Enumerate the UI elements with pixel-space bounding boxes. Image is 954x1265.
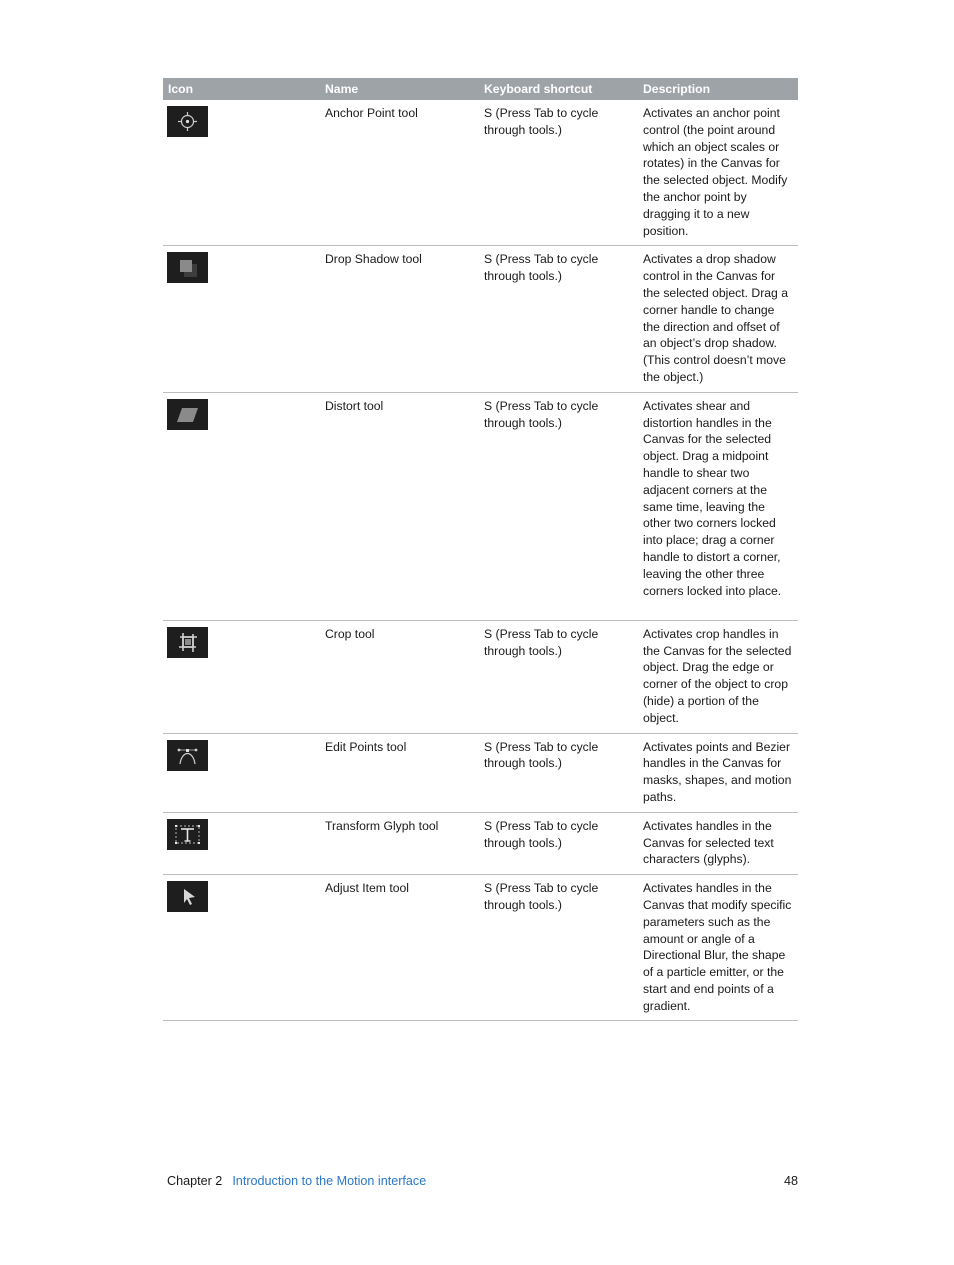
tool-description: Activates crop handles in the Canvas for the selected object. Drag the edge or corner of the object to crop (hide) a portion of the object.	[643, 626, 792, 725]
transform-glyph-icon	[167, 819, 208, 850]
tool-name: Anchor Point tool	[325, 106, 418, 120]
table-row	[163, 392, 798, 620]
chapter-label: Chapter 2	[167, 1174, 223, 1188]
adjust-item-icon	[167, 881, 208, 912]
anchor-point-icon	[167, 106, 208, 137]
tool-description: Activates handles in the Canvas for selected text characters (glyphs).	[643, 818, 774, 867]
tool-description: Activates an anchor point control (the point around which an object scales or rotates) in the Canvas for the selected object. Modify the anchor point by dragging it to a new position.	[643, 106, 788, 238]
table-row	[163, 875, 798, 1021]
table-header-row	[163, 78, 798, 100]
header-shortcut: Keyboard shortcut	[480, 78, 639, 100]
table-row	[163, 620, 798, 733]
tool-name: Adjust Item tool	[325, 881, 409, 896]
header-icon: Icon	[163, 78, 321, 100]
table-row	[163, 733, 798, 812]
tool-shortcut: S (Press Tab to cycle through tools.)	[484, 739, 599, 771]
tool-shortcut: S (Press Tab to cycle through tools.)	[484, 818, 599, 850]
tool-name: Distort tool	[325, 398, 384, 413]
tool-description: Activates a drop shadow control in the Canvas for the selected object. Drag a corner handle to change the direction and offset of an object’s drop shadow. (This control doesn’t move the object.)	[643, 252, 788, 384]
tool-shortcut: S (Press Tab to cycle through tools.)	[484, 106, 599, 137]
drop-shadow-icon	[167, 252, 208, 283]
tool-name: Edit Points tool	[325, 739, 407, 754]
tool-name: Crop tool	[325, 626, 375, 641]
page-footer	[167, 1173, 798, 1189]
table-row	[163, 812, 798, 874]
table-row	[163, 246, 798, 392]
tool-description: Activates shear and distortion handles in the Canvas for the selected object. Drag a midpoint handle to shear two adjacent corners at the same time, leaving the other two corners locked into place; drag a corner handle to distort a corner, leaving the other three corners locked into place.	[643, 398, 782, 598]
distort-icon	[167, 399, 208, 430]
tool-shortcut: S (Press Tab to cycle through tools.)	[484, 626, 599, 658]
tool-description: Activates handles in the Canvas that modify specific parameters such as the amount or angle of a Directional Blur, the shape of a particle emitter, or the start and end points of a gradient.	[643, 881, 792, 1013]
page-number: 48	[783, 1174, 798, 1188]
header-description: Description	[639, 78, 798, 100]
chapter-title-link[interactable]: Introduction to the Motion interface	[232, 1174, 427, 1188]
tool-description: Activates points and Bezier handles in the Canvas for masks, shapes, and motion paths.	[643, 739, 792, 804]
tool-shortcut: S (Press Tab to cycle through tools.)	[484, 398, 599, 430]
crop-icon	[167, 627, 208, 658]
tools-table	[163, 78, 798, 1021]
edit-points-icon	[167, 740, 208, 771]
header-name: Name	[321, 78, 480, 100]
table-row	[163, 100, 798, 246]
tool-shortcut: S (Press Tab to cycle through tools.)	[484, 881, 599, 912]
tool-name: Drop Shadow tool	[325, 252, 422, 267]
tool-name: Transform Glyph tool	[325, 818, 439, 833]
tool-shortcut: S (Press Tab to cycle through tools.)	[484, 252, 599, 284]
